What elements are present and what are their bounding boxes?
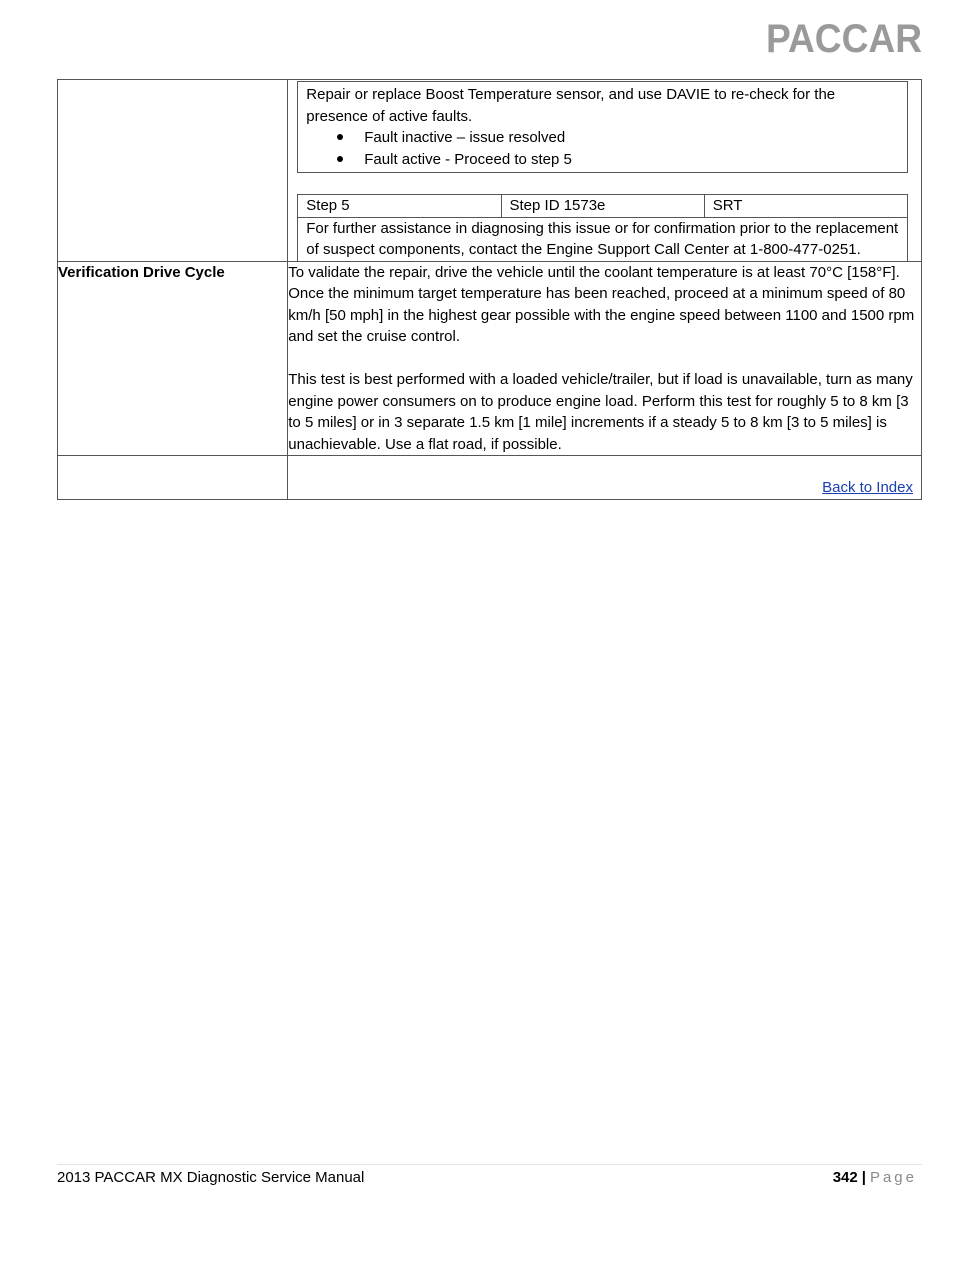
paccar-logo-mark <box>766 18 924 58</box>
repair-instruction-box <box>297 81 908 173</box>
row3-right-cell <box>288 456 922 500</box>
step-number-cell: Step 5 <box>298 195 501 218</box>
page-separator: | <box>861 1169 866 1186</box>
row1-left-cell <box>58 80 288 262</box>
page-number: 342 <box>832 1169 858 1186</box>
step-header-table <box>297 194 908 218</box>
repair-text: Repair or replace Boost Temperature sensor, and use DAVIE to re-check for the presence of active faults. <box>306 86 836 125</box>
table-row <box>58 456 922 500</box>
back-to-index-link[interactable]: Back to Index <box>822 479 913 496</box>
procedure-table <box>57 79 922 500</box>
paccar-logo <box>766 18 924 58</box>
result-list <box>306 127 899 170</box>
table-row <box>58 80 922 262</box>
list-item: Fault inactive – issue resolved <box>364 127 899 149</box>
srt-cell: SRT <box>704 195 907 218</box>
table-row <box>298 195 908 218</box>
assistance-text: For further assistance in diagnosing this issue or for confirmation prior to the replacement of suspect components, contact the Engine Support Call Center at 1-800-477-0251. <box>297 218 908 261</box>
table-row <box>58 261 922 456</box>
list-item: Fault active - Proceed to step 5 <box>364 149 899 171</box>
paccar-logo-text: PACCAR <box>766 18 923 58</box>
verification-paragraph-1: To validate the repair, drive the vehicle until the coolant temperature is at least 70°C [158°F]. Once the minimum target temperature has been reached, proceed at a minimum speed of 80 km/h [50 mph] in the highest gear possible with the engine speed between 1100 and 1500 rpm and set the cruise control. <box>288 263 915 345</box>
step-id-cell: Step ID 1573e <box>501 195 704 218</box>
row1-right-cell <box>288 80 922 262</box>
page-label: Page <box>869 1169 917 1186</box>
row3-left-cell <box>58 456 288 500</box>
footer-divider <box>57 1164 922 1165</box>
verification-paragraph-2: This test is best performed with a loaded vehicle/trailer, but if load is unavailable, turn as many engine power consumers on to produce engine load. Perform this test for roughly 5 to 8 km [3 to 5 miles] or in 3 separate 1.5 km [1 mile] increments if a steady 5 to 8 km [3 to 5 miles] is unachievable. Use a flat road, if possible. <box>288 371 913 453</box>
page-indicator <box>833 1167 917 1189</box>
manual-title: 2013 PACCAR MX Diagnostic Service Manual <box>57 1169 365 1186</box>
verification-label: Verification Drive Cycle <box>58 261 288 456</box>
verification-text-cell <box>288 261 922 456</box>
